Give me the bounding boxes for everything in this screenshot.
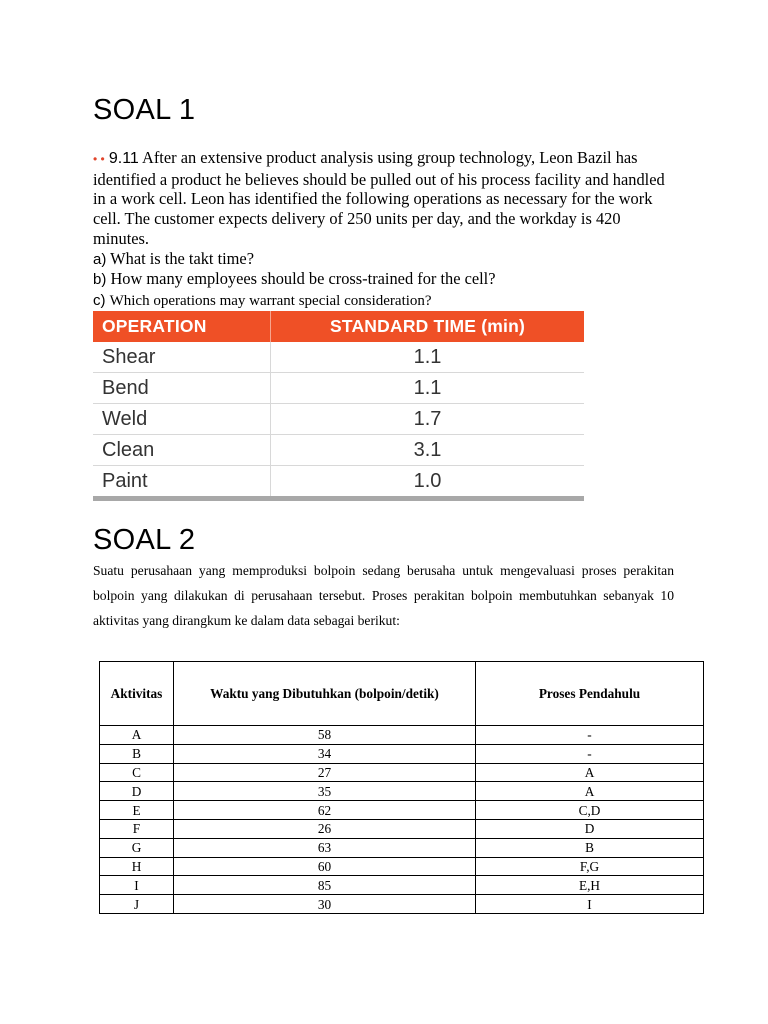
operation-cell: Paint (93, 466, 271, 499)
predecessor-cell: E,H (476, 876, 704, 895)
activity-cell: G (100, 838, 174, 857)
question-text: Which operations may warrant special consideration? (109, 292, 432, 309)
table-row (100, 857, 704, 876)
soal2-intro: Suatu perusahaan yang memproduksi bolpoin sedang berusaha untuk mengevaluasi proses perakitan bolpoin yang dilakukan di perusahaan tersebut. Proses perakitan bolpoin membutuhkan sebanyak 10 aktivitas yang dirangkum ke dalam data sebagai berikut: (93, 563, 674, 628)
question-text: How many employees should be cross-trained for the cell? (110, 269, 496, 289)
predecessor-cell: F,G (476, 857, 704, 876)
question-letter: a) (93, 250, 107, 268)
predecessor-cell: B (476, 838, 704, 857)
operation-column-header: OPERATION (93, 311, 271, 342)
time-cell: 1.1 (271, 342, 585, 373)
table-row (100, 838, 704, 857)
table-row (100, 801, 704, 820)
table-row (93, 342, 584, 373)
time-cell: 60 (174, 857, 476, 876)
time-cell: 3.1 (271, 435, 585, 466)
predecessor-cell: A (476, 782, 704, 801)
table-row (93, 466, 584, 499)
problem-number: 9.11 (108, 150, 139, 167)
soal2-heading: SOAL 2 (93, 524, 196, 556)
time-cell: 63 (174, 838, 476, 857)
question-letter: b) (93, 271, 107, 289)
operations-table (93, 311, 584, 501)
predecessor-column-header: Proses Pendahulu (476, 662, 704, 726)
question-b (93, 269, 678, 290)
activity-cell: J (100, 895, 174, 914)
standard-time-column-header: STANDARD TIME (min) (271, 311, 585, 342)
activity-cell: D (100, 782, 174, 801)
time-cell: 35 (174, 782, 476, 801)
predecessor-cell: A (476, 763, 704, 782)
operation-cell: Shear (93, 342, 271, 373)
problem-statement (93, 148, 678, 249)
operation-cell: Weld (93, 404, 271, 435)
table-row (93, 435, 584, 466)
predecessor-cell: I (476, 895, 704, 914)
problem-bullets: • • (93, 152, 105, 166)
operations-header-row (93, 311, 584, 342)
activity-cell: F (100, 819, 174, 838)
activity-cell: A (100, 726, 174, 745)
time-cell: 34 (174, 744, 476, 763)
table-row (100, 744, 704, 763)
table-row (93, 373, 584, 404)
problem-9-11 (93, 148, 678, 312)
soal1-heading: SOAL 1 (93, 94, 196, 126)
question-letter: c) (93, 291, 106, 309)
activity-cell: B (100, 744, 174, 763)
table-row (100, 782, 704, 801)
activities-table (99, 661, 704, 914)
activity-cell: H (100, 857, 174, 876)
question-a (93, 249, 678, 270)
time-cell: 62 (174, 801, 476, 820)
predecessor-cell: C,D (476, 801, 704, 820)
activity-cell: I (100, 876, 174, 895)
time-cell: 85 (174, 876, 476, 895)
question-c (93, 290, 678, 312)
table-row (100, 876, 704, 895)
activity-cell: E (100, 801, 174, 820)
time-column-header: Waktu yang Dibutuhkan (bolpoin/detik) (174, 662, 476, 726)
operation-cell: Bend (93, 373, 271, 404)
time-cell: 58 (174, 726, 476, 745)
table-row (100, 819, 704, 838)
predecessor-cell: D (476, 819, 704, 838)
time-cell: 26 (174, 819, 476, 838)
activity-cell: C (100, 763, 174, 782)
problem-text: After an extensive product analysis using group technology, Leon Bazil has identified a product he believes should be pulled out of his process facility and handled in a work cell. Leon has identified the following operations as necessary for the work cell. The customer expects delivery of 250 units per day, and the workday is 420 minutes. (93, 148, 665, 248)
predecessor-cell: - (476, 726, 704, 745)
table-row (100, 763, 704, 782)
table-row (100, 726, 704, 745)
time-cell: 1.0 (413, 469, 442, 492)
table-row (93, 404, 584, 435)
time-cell: 30 (174, 895, 476, 914)
table-row (100, 895, 704, 914)
activity-column-header: Aktivitas (100, 662, 174, 726)
activities-header-row (100, 662, 704, 726)
time-cell: 27 (174, 763, 476, 782)
question-text: What is the takt time? (110, 248, 254, 268)
predecessor-cell: - (476, 744, 704, 763)
operation-cell: Clean (93, 435, 271, 466)
time-cell: 1.1 (271, 373, 585, 404)
time-cell: 1.7 (271, 404, 585, 435)
